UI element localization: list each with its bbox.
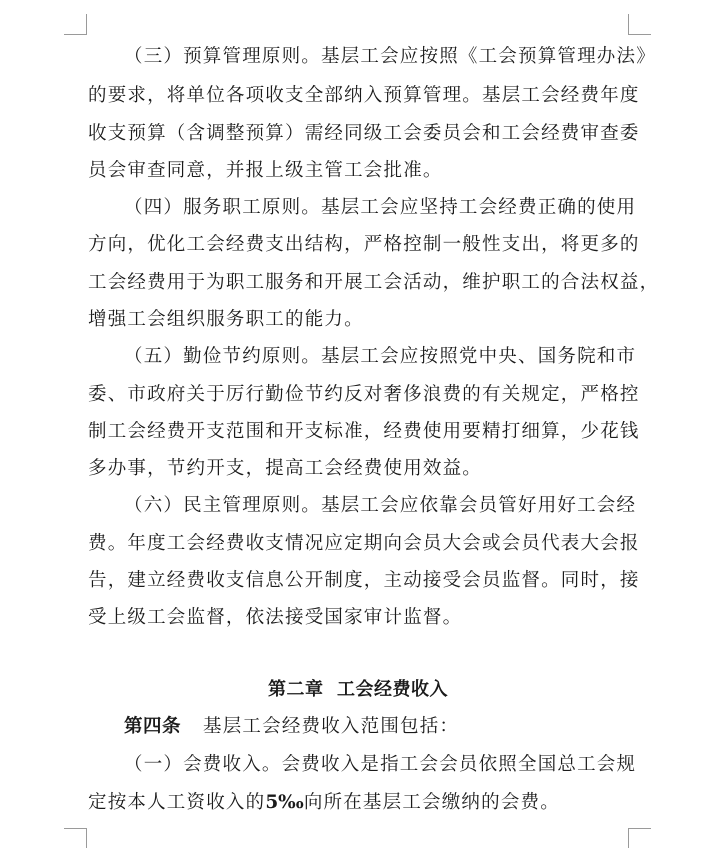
crop-mark-bottom-left [64,828,87,829]
paragraph-line: 方向，优化工会经费支出结构，严格控制一般性支出，将更多的 [88,234,640,255]
crop-mark-top-right [628,14,629,34]
paragraph-line: 员会审查同意，并报上级主管工会批准。 [88,160,443,181]
crop-mark-bottom-right [628,828,629,848]
paragraph-line: （六）民主管理原则。基层工会应依靠会员管好用好工会经 [124,495,637,516]
crop-mark-bottom-right [628,828,651,829]
crop-mark-top-right [628,34,651,35]
article-label: 第四条 [124,716,182,737]
item-line: （一）会费收入。会费收入是指工会会员依照全国总工会规 [124,754,637,775]
item-line-suffix: 向所在基层工会缴纳的会费。 [303,792,560,813]
paragraph-line: 多办事，节约开支，提高工会经费使用效益。 [88,458,483,479]
item-line [88,790,628,816]
article-text: 基层工会经费收入范围包括： [203,716,460,737]
paragraph-line: （五）勤俭节约原则。基层工会应按照党中央、国务院和市 [124,346,637,367]
article-heading [124,714,628,740]
paragraph-line: 费。年度工会经费收支情况应定期向会员大会或会员代表大会报 [88,533,640,554]
paragraph-line: （三）预算管理原则。基层工会应按照《工会预算管理办法》 [124,46,656,67]
paragraph-line: 告，建立经费收支信息公开制度，主动接受会员监督。同时，接 [88,570,640,591]
paragraph-line: 增强工会组织服务职工的能力。 [88,309,364,330]
dues-rate: 5‰ [265,792,304,813]
paragraph-line: （四）服务职工原则。基层工会应坚持工会经费正确的使用 [124,197,637,218]
paragraph-line: 工会经费用于为职工服务和开展工会活动，维护职工的合法权益， [88,272,660,293]
paragraph-line: 收支预算（含调整预算）需经同级工会委员会和工会经费审查委 [88,123,640,144]
crop-mark-bottom-left [86,828,87,848]
paragraph-line: 的要求，将单位各项收支全部纳入预算管理。基层工会经费年度 [88,85,640,106]
item-line-prefix: 定按本人工资收入的 [88,792,266,813]
paragraph-line: 受上级工会监督，依法接受国家审计监督。 [88,607,463,628]
paragraph-line: 委、市政府关于厉行勤俭节约反对奢侈浪费的有关规定，严格控 [88,384,640,405]
chapter-title: 第二章 工会经费收入 [267,679,449,700]
crop-mark-top-left [64,34,87,35]
paragraph-line: 制工会经费开支范围和开支标准，经费使用要精打细算，少花钱 [88,421,640,442]
crop-mark-top-left [86,14,87,34]
